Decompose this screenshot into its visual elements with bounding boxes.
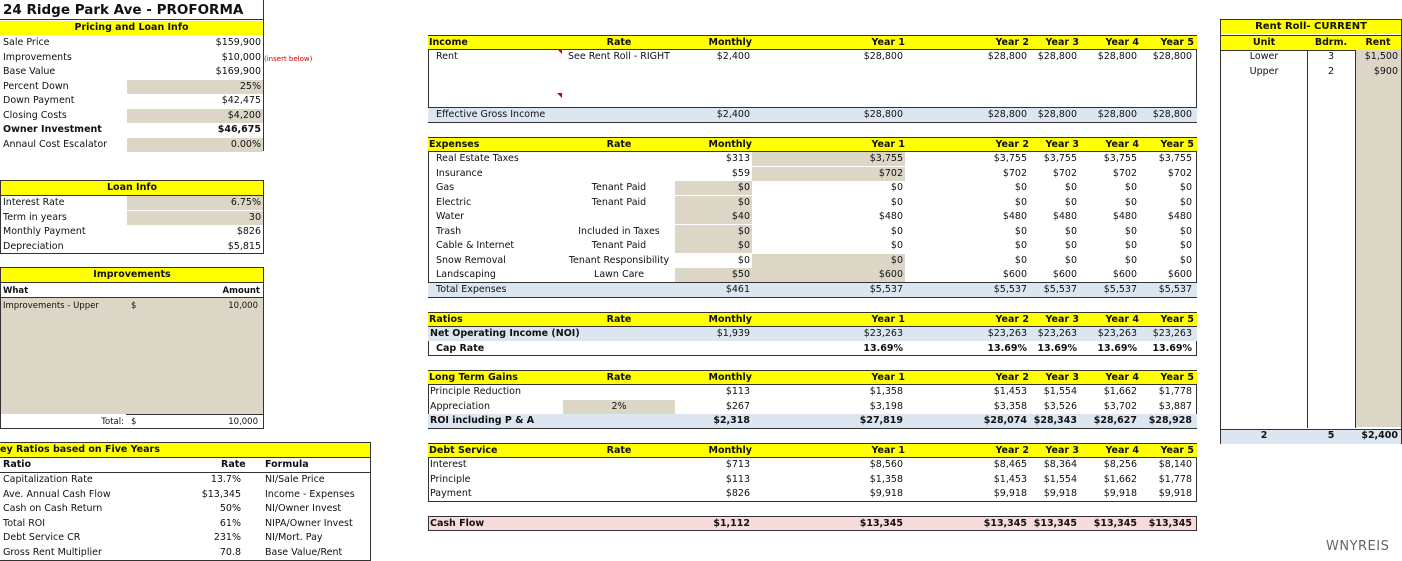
comment-marker: [557, 49, 562, 54]
loan-label: Monthly Payment: [3, 226, 86, 237]
row-y1: $3,198: [869, 400, 903, 412]
row-y3: $9,918: [1043, 488, 1077, 499]
row-y4: $0: [1124, 225, 1137, 237]
key-ratio-formula: NIPA/Owner Invest: [265, 517, 353, 529]
row-y2: $8,465: [993, 459, 1027, 470]
row-y1: $0: [890, 240, 903, 251]
row-y3: $13,345: [1033, 517, 1077, 529]
row-monthly[interactable]: $59: [731, 167, 750, 179]
row-y5: 13.69%: [1152, 342, 1192, 354]
row-y5: $480: [1167, 211, 1192, 222]
row-monthly[interactable]: $2,318: [713, 415, 750, 426]
row-y3: $28,800: [1037, 109, 1077, 120]
key-ratio-formula: Base Value/Rent: [265, 546, 343, 558]
pricing-value[interactable]: $10,000: [221, 51, 261, 63]
key-ratios-header: ey Ratios based on Five Years: [0, 443, 370, 458]
expenses-col-y4: Year 4: [1105, 139, 1139, 150]
row-y3: $23,263: [1037, 328, 1077, 339]
expenses-col-rate: Rate: [606, 139, 632, 150]
ratios-col-label: Ratios: [429, 314, 463, 325]
improvement-row-currency: $: [131, 301, 137, 311]
loan-value[interactable]: $826: [236, 226, 261, 237]
row-y1: $5,537: [869, 284, 903, 295]
row-label: Cable & Internet: [436, 240, 515, 251]
row-y3: $5,537: [1043, 284, 1077, 295]
row-y1: $3,755: [869, 153, 903, 164]
row-y3: $480: [1052, 211, 1077, 222]
row-y4: $23,263: [1097, 328, 1137, 339]
key-ratio-name: Gross Rent Multiplier: [3, 546, 102, 558]
row-y5: $0: [1179, 196, 1192, 208]
key-ratios-col-ratio: Ratio: [3, 459, 32, 470]
key-ratio-rate: 61%: [219, 517, 241, 529]
pricing-note: (insert below): [264, 54, 313, 63]
income-col-y5: Year 5: [1160, 37, 1194, 48]
row-y4: $28,800: [1097, 51, 1137, 62]
row-y4: $13,345: [1093, 517, 1137, 529]
comment-marker: [557, 93, 562, 98]
expenses-col-monthly: Monthly: [708, 139, 752, 150]
key-ratio-formula: NI/Mort. Pay: [265, 532, 323, 543]
row-label: ROI including P & A: [430, 415, 535, 426]
row-y2: $1,453: [993, 386, 1027, 397]
debt-col-y1: Year 1: [871, 445, 905, 456]
expenses-col-y3: Year 3: [1045, 139, 1079, 150]
key-ratio-name: Capitalization Rate: [3, 474, 93, 485]
row-y4: $9,918: [1103, 488, 1137, 499]
debt-col-rate: Rate: [606, 445, 632, 456]
row-y4: 13.69%: [1097, 342, 1137, 354]
row-monthly[interactable]: $113: [725, 386, 750, 397]
ratios-col-y4: Year 4: [1105, 314, 1139, 325]
row-label: Principle Reduction: [430, 386, 522, 397]
row-y2: 13.69%: [987, 342, 1027, 354]
row-label: Snow Removal: [436, 254, 506, 266]
row-y3: $28,800: [1037, 51, 1077, 62]
income-col-y3: Year 3: [1045, 37, 1079, 48]
debt-col-y4: Year 4: [1105, 445, 1139, 456]
key-ratio-name: Total ROI: [3, 517, 46, 529]
key-ratios-col-rate: Rate: [221, 459, 246, 470]
row-monthly[interactable]: $0: [737, 196, 750, 208]
pricing-label: Improvements: [3, 51, 72, 63]
ratios-col-rate: Rate: [606, 314, 632, 325]
row-rate[interactable]: [563, 210, 675, 224]
row-y5: $0: [1179, 240, 1192, 251]
row-y3: $1,554: [1043, 386, 1077, 397]
income-col-y1: Year 1: [871, 37, 905, 48]
key-ratio-rate: 70.8: [219, 546, 241, 558]
key-ratio-formula: NI/Owner Invest: [265, 503, 342, 514]
row-monthly[interactable]: $0: [737, 240, 750, 251]
row-monthly[interactable]: $113: [725, 473, 750, 485]
pricing-value[interactable]: $42,475: [221, 95, 261, 106]
rent-roll-rent[interactable]: $900: [1373, 65, 1398, 77]
key-ratio-rate: 231%: [213, 532, 241, 543]
row-monthly[interactable]: $826: [725, 488, 750, 499]
row-y4: $0: [1124, 240, 1137, 251]
loan-label: Depreciation: [3, 240, 64, 252]
row-y2: $0: [1014, 254, 1027, 266]
loan-label: Term in years: [3, 211, 67, 223]
pricing-value[interactable]: $4,200: [227, 109, 261, 121]
improvements-col-amount: Amount: [222, 286, 260, 296]
row-y2: $5,537: [993, 284, 1027, 295]
row-y5: $0: [1179, 254, 1192, 266]
row-monthly[interactable]: $0: [737, 254, 750, 266]
ltg-col-y3: Year 3: [1045, 372, 1079, 383]
pricing-label: Closing Costs: [3, 109, 67, 121]
row-y3: $702: [1052, 167, 1077, 179]
debt-col-y2: Year 2: [995, 445, 1029, 456]
row-y2: $28,074: [983, 415, 1027, 426]
improvements-input-area[interactable]: [1, 298, 263, 414]
ratios-col-y3: Year 3: [1045, 314, 1079, 325]
row-label: Effective Gross Income: [436, 109, 546, 120]
row-monthly[interactable]: $313: [725, 153, 750, 164]
row-y5: $3,755: [1158, 153, 1192, 164]
row-y3: $0: [1064, 182, 1077, 193]
row-y2: $28,800: [987, 51, 1027, 62]
page-title: 24 Ridge Park Ave - PROFORMA: [3, 2, 244, 18]
row-y4: $8,256: [1103, 459, 1137, 470]
row-rate[interactable]: Lawn Care: [594, 269, 644, 280]
expenses-col-y1: Year 1: [871, 139, 905, 150]
pricing-header: Pricing and Loan Info: [0, 21, 263, 35]
pricing-label: Percent Down: [3, 80, 69, 92]
row-y5: $0: [1179, 182, 1192, 193]
income-col-label: Income: [429, 37, 468, 48]
row-y3: $600: [1052, 269, 1077, 280]
row-monthly[interactable]: $0: [737, 225, 750, 237]
row-y5: $600: [1167, 269, 1192, 280]
row-label: Net Operating Income (NOI): [430, 328, 580, 339]
rent-roll-total-units: 2: [1260, 430, 1268, 441]
row-y1: $0: [890, 182, 903, 193]
row-rate[interactable]: Tenant Paid: [591, 182, 647, 193]
row-monthly[interactable]: $713: [725, 459, 750, 470]
pricing-label: Annaul Cost Escalator: [3, 138, 108, 150]
debt-col-y3: Year 3: [1045, 445, 1079, 456]
row-y4: $3,702: [1103, 400, 1137, 412]
income-col-y2: Year 2: [995, 37, 1029, 48]
row-y3: $0: [1064, 225, 1077, 237]
row-label: Gas: [436, 182, 455, 193]
row-y4: $480: [1112, 211, 1137, 222]
loan-value[interactable]: $5,815: [227, 240, 261, 252]
row-y5: $5,537: [1158, 284, 1192, 295]
row-rate[interactable]: [563, 167, 675, 181]
pricing-value[interactable]: 25%: [239, 80, 261, 92]
debt-col-y5: Year 5: [1160, 445, 1194, 456]
row-monthly[interactable]: $50: [731, 269, 750, 280]
key-ratio-name: Cash on Cash Return: [3, 503, 103, 514]
ltg-col-y2: Year 2: [995, 372, 1029, 383]
row-y5: $28,928: [1148, 415, 1192, 426]
row-label: Landscaping: [436, 269, 496, 280]
row-y5: $0: [1179, 225, 1192, 237]
row-y2: $9,918: [993, 488, 1027, 499]
expenses-col-y2: Year 2: [995, 139, 1029, 150]
watermark: WNYREIS: [1326, 539, 1390, 554]
improvements-total-label: Total:: [101, 417, 124, 427]
key-ratio-formula: NI/Sale Price: [265, 474, 325, 485]
row-y5: $28,800: [1152, 109, 1192, 120]
row-y4: $702: [1112, 167, 1137, 179]
expenses-col-label: Expenses: [429, 139, 480, 150]
row-label: Appreciation: [430, 400, 490, 412]
key-ratio-formula: Income - Expenses: [265, 488, 355, 500]
row-monthly[interactable]: $267: [725, 400, 750, 412]
row-y3: $0: [1064, 254, 1077, 266]
row-y3: $28,343: [1033, 415, 1077, 426]
row-y5: $1,778: [1158, 386, 1192, 397]
row-label: Total Expenses: [436, 284, 507, 295]
row-monthly[interactable]: $1,112: [713, 517, 750, 529]
row-label: Cap Rate: [436, 342, 485, 354]
row-rate[interactable]: Tenant Paid: [591, 196, 647, 208]
pricing-value[interactable]: $159,900: [215, 37, 261, 48]
row-monthly[interactable]: $461: [725, 284, 750, 295]
row-y3: 13.69%: [1037, 342, 1077, 354]
row-y1: $13,345: [859, 517, 903, 529]
row-y1: $600: [878, 269, 903, 280]
row-y1: $9,918: [869, 488, 903, 499]
row-y1: $0: [890, 254, 903, 266]
key-ratio-rate: 50%: [219, 503, 241, 514]
row-y5: $23,263: [1152, 328, 1192, 339]
row-label: Trash: [436, 225, 462, 237]
row-y3: $3,755: [1043, 153, 1077, 164]
key-ratios-col-formula: Formula: [265, 459, 309, 470]
rent-roll-bdrm[interactable]: 3: [1327, 51, 1335, 62]
row-label: Real Estate Taxes: [436, 153, 519, 164]
income-col-monthly: Monthly: [708, 37, 752, 48]
debt-col-monthly: Monthly: [708, 445, 752, 456]
row-y2: $0: [1014, 240, 1027, 251]
ltg-col-monthly: Monthly: [708, 372, 752, 383]
row-y2: $600: [1002, 269, 1027, 280]
row-y3: $0: [1064, 196, 1077, 208]
row-y5: $8,140: [1158, 459, 1192, 470]
improvements-total-currency: $: [131, 417, 137, 427]
row-label: Cash Flow: [430, 517, 485, 529]
row-label: Electric: [436, 196, 472, 208]
ltg-col-y4: Year 4: [1105, 372, 1139, 383]
row-y4: $0: [1124, 196, 1137, 208]
row-monthly[interactable]: [675, 342, 750, 356]
income-col-rate: Rate: [606, 37, 632, 48]
row-y4: $5,537: [1103, 284, 1137, 295]
income-col-y4: Year 4: [1105, 37, 1139, 48]
row-y2: $13,345: [983, 517, 1027, 529]
rent-roll-header: Rent Roll- CURRENT: [1221, 20, 1401, 34]
row-rate[interactable]: Tenant Responsibility: [568, 254, 670, 266]
row-label: Interest: [430, 459, 467, 470]
row-y4: $1,662: [1103, 386, 1137, 397]
row-y4: $28,800: [1097, 109, 1137, 120]
row-y3: $8,364: [1043, 459, 1077, 470]
row-label: Rent: [436, 51, 458, 62]
row-y2: $480: [1002, 211, 1027, 222]
pricing-label: Sale Price: [3, 37, 50, 48]
row-y2: $3,358: [993, 400, 1027, 412]
loan-label: Interest Rate: [3, 197, 65, 208]
ltg-col-label: Long Term Gains: [429, 372, 518, 383]
loan-value[interactable]: 30: [248, 211, 261, 223]
row-y2: $28,800: [987, 109, 1027, 120]
ltg-col-y5: Year 5: [1160, 372, 1194, 383]
key-ratio-name: Ave. Annual Cash Flow: [3, 488, 111, 500]
row-y5: $13,345: [1148, 517, 1192, 529]
row-monthly[interactable]: $40: [731, 211, 750, 222]
pricing-label: Owner Investment: [3, 124, 102, 135]
pricing-label: Down Payment: [3, 95, 75, 106]
row-rate[interactable]: Tenant Paid: [591, 240, 647, 251]
row-label: Principle: [430, 473, 471, 485]
row-y2: $702: [1002, 167, 1027, 179]
pricing-value[interactable]: 0.00%: [230, 138, 261, 150]
row-rate[interactable]: [563, 152, 675, 166]
rent-roll-col-rent: Rent: [1365, 37, 1391, 48]
row-monthly[interactable]: $0: [737, 182, 750, 193]
row-y1: $1,358: [869, 386, 903, 397]
row-y1: $0: [890, 225, 903, 237]
row-label: Payment: [430, 488, 472, 499]
improvement-row-what[interactable]: Improvements - Upper: [3, 301, 99, 311]
key-ratio-rate: $13,345: [201, 488, 241, 500]
ltg-col-rate: Rate: [606, 372, 632, 383]
improvements-header: Improvements: [1, 268, 263, 283]
row-y4: $1,662: [1103, 473, 1137, 485]
pricing-value[interactable]: $169,900: [215, 66, 261, 77]
row-label: Water: [436, 211, 465, 222]
improvements-col-what: What: [3, 286, 29, 296]
row-rate[interactable]: 2%: [611, 400, 627, 412]
debt-col-label: Debt Service: [429, 445, 498, 456]
row-y1: $702: [878, 167, 903, 179]
row-label: Insurance: [436, 167, 483, 179]
row-y1: $27,819: [859, 415, 903, 426]
row-y2: $3,755: [993, 153, 1027, 164]
row-y1: $480: [878, 211, 903, 222]
row-y4: $600: [1112, 269, 1137, 280]
row-y5: $702: [1167, 167, 1192, 179]
row-y3: $1,554: [1043, 473, 1077, 485]
ratios-col-y5: Year 5: [1160, 314, 1194, 325]
row-monthly[interactable]: $2,400: [716, 109, 750, 120]
rent-roll-total-rent: $2,400: [1361, 430, 1398, 441]
row-y1: 13.69%: [863, 342, 903, 354]
row-y1: $1,358: [869, 473, 903, 485]
row-y2: $0: [1014, 182, 1027, 193]
row-y1: $0: [890, 196, 903, 208]
row-y4: $0: [1124, 182, 1137, 193]
key-ratio-rate: 13.7%: [210, 474, 241, 485]
row-y2: $23,263: [987, 328, 1027, 339]
row-y1: $8,560: [869, 459, 903, 470]
row-y3: $3,526: [1043, 400, 1077, 412]
rent-roll-bdrm[interactable]: 2: [1327, 65, 1335, 77]
row-rate[interactable]: Included in Taxes: [578, 225, 660, 237]
row-y5: $3,887: [1158, 400, 1192, 412]
row-y5: $1,778: [1158, 473, 1192, 485]
rent-roll-col-unit: Unit: [1252, 37, 1276, 48]
row-y1: $23,263: [863, 328, 903, 339]
improvement-row-amount[interactable]: 10,000: [228, 301, 258, 311]
improvements-total-amount: 10,000: [228, 417, 258, 427]
row-y3: $0: [1064, 240, 1077, 251]
rent-roll-unit[interactable]: Upper: [1249, 65, 1279, 77]
row-y2: $0: [1014, 196, 1027, 208]
ltg-col-y1: Year 1: [871, 372, 905, 383]
row-y5: $28,800: [1152, 51, 1192, 62]
pricing-value[interactable]: $46,675: [217, 124, 261, 135]
rent-roll-col-bdrm: Bdrm.: [1314, 37, 1348, 48]
rent-roll-unit[interactable]: Lower: [1249, 51, 1279, 62]
row-y4: $3,755: [1103, 153, 1137, 164]
row-y2: $1,453: [993, 473, 1027, 485]
row-y2: $0: [1014, 225, 1027, 237]
row-y5: $9,918: [1158, 488, 1192, 499]
row-y1: $28,800: [863, 109, 903, 120]
ratios-col-y1: Year 1: [871, 314, 905, 325]
row-y1: $28,800: [863, 51, 903, 62]
expenses-col-y5: Year 5: [1160, 139, 1194, 150]
rent-roll-rent[interactable]: $1,500: [1364, 51, 1398, 62]
row-rate[interactable]: See Rent Roll - RIGHT: [568, 51, 670, 62]
rent-roll-total-bdrm: 5: [1327, 430, 1335, 441]
row-y4: $28,627: [1093, 415, 1137, 426]
key-ratio-name: Debt Service CR: [3, 532, 81, 543]
ratios-col-monthly: Monthly: [708, 314, 752, 325]
row-monthly[interactable]: $2,400: [716, 51, 750, 62]
ratios-col-y2: Year 2: [995, 314, 1029, 325]
row-monthly[interactable]: $1,939: [716, 328, 750, 339]
loan-header: Loan Info: [1, 181, 263, 196]
loan-value[interactable]: 6.75%: [230, 197, 261, 208]
row-y4: $0: [1124, 254, 1137, 266]
pricing-label: Base Value: [3, 66, 56, 77]
